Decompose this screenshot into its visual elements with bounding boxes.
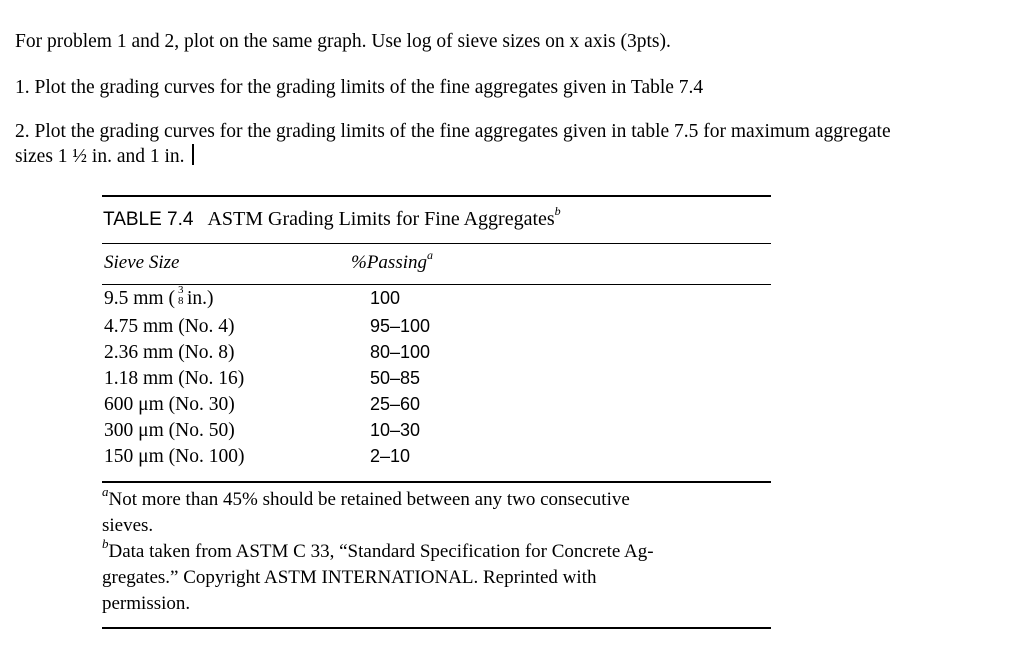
fraction-numerator: 3 xyxy=(177,284,184,296)
sieve-size-prefix: 9.5 mm ( xyxy=(104,288,175,309)
sieve-size-cell: 4.75 mm (No. 4) xyxy=(104,316,235,337)
table-bottom-rule xyxy=(102,627,771,629)
header-bottom-rule xyxy=(102,284,771,285)
footnote-a-line-1 xyxy=(102,483,782,513)
problem-1-text: 1. Plot the grading curves for the grading limits of the fine aggregates given in Table 7.4 xyxy=(15,77,704,98)
table-title-footnote-mark: b xyxy=(554,204,561,219)
percent-passing-cell: 50–85 xyxy=(370,368,421,388)
percent-passing-cell: 100 xyxy=(370,288,401,308)
percent-passing-cell: 80–100 xyxy=(370,342,431,362)
sieve-size-cell: 1.18 mm (No. 16) xyxy=(104,368,245,389)
table-title xyxy=(103,204,561,231)
table-body-bottom-rule xyxy=(102,481,771,483)
problem-2-line-2-text: sizes 1 ½ in. and 1 in. xyxy=(15,146,185,167)
percent-passing-cell: 95–100 xyxy=(370,316,431,336)
fraction-denominator: 8 xyxy=(177,295,184,307)
problem-2-line-2 xyxy=(15,144,891,169)
footnote-a-line-2: sieves. xyxy=(102,515,154,536)
column-header-footnote-mark: a xyxy=(427,247,433,262)
footnote-b-line-1 xyxy=(102,535,782,565)
sieve-size-cell xyxy=(104,284,214,310)
column-header-sieve-size: Sieve Size xyxy=(104,252,180,273)
percent-passing-cell: 10–30 xyxy=(370,420,421,440)
problem-2-line-1: 2. Plot the grading curves for the grading limits of the fine aggregates given in table 7.5 for maximum aggregate xyxy=(15,121,891,142)
table-footnotes xyxy=(102,483,782,617)
sieve-size-suffix: in.) xyxy=(186,288,214,309)
sieve-size-cell: 150 μm (No. 100) xyxy=(104,446,245,467)
instructions-intro: For problem 1 and 2, plot on the same graph. Use log of sieve sizes on x axis (3pts). xyxy=(15,31,671,52)
sieve-size-cell: 300 μm (No. 50) xyxy=(104,420,235,441)
table-number: TABLE 7.4 xyxy=(103,209,194,230)
column-header-percent-passing xyxy=(351,247,433,274)
footnote-b-mark: b xyxy=(102,535,109,551)
footnote-b-line-2: gregates.” Copyright ASTM INTERNATIONAL. Reprinted with xyxy=(102,567,597,588)
percent-passing-cell: 25–60 xyxy=(370,394,421,414)
sieve-size-cell: 2.36 mm (No. 8) xyxy=(104,342,235,363)
footnote-a-text: Not more than 45% should be retained between any two consecutive xyxy=(108,489,630,510)
problem-2-text[interactable] xyxy=(15,120,891,169)
sieve-size-cell: 600 μm (No. 30) xyxy=(104,394,235,415)
percent-passing-cell: 2–10 xyxy=(370,446,411,466)
text-cursor xyxy=(192,144,194,165)
header-top-rule xyxy=(102,243,771,244)
fraction-three-eighths xyxy=(176,284,186,307)
footnote-b-text: Data taken from ASTM C 33, “Standard Specification for Concrete Ag- xyxy=(108,541,654,562)
footnote-a-mark: a xyxy=(102,483,109,499)
table-top-rule xyxy=(102,195,771,197)
column-header-percent-passing-text: %Passing xyxy=(351,252,427,273)
table-title-text: ASTM Grading Limits for Fine Aggregates xyxy=(207,208,555,230)
footnote-b-line-3: permission. xyxy=(102,593,191,614)
